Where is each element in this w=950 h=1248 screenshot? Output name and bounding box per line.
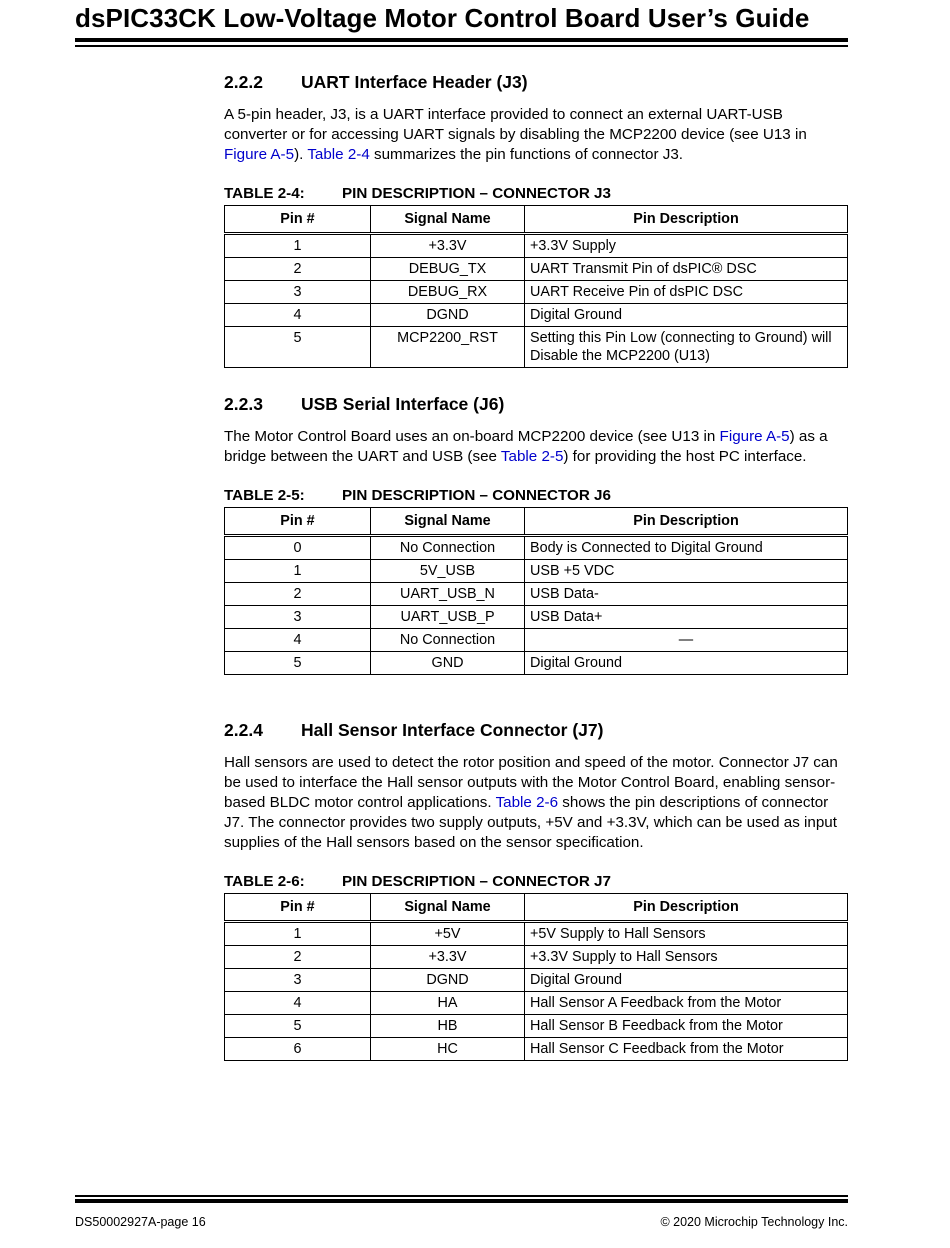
signal-cell: DEBUG_RX xyxy=(371,281,525,304)
section-title: USB Serial Interface (J6) xyxy=(301,394,505,414)
column-header: Pin Description xyxy=(525,894,848,922)
pin-cell: 6 xyxy=(225,1038,371,1061)
column-header: Pin Description xyxy=(525,508,848,536)
table-row xyxy=(225,304,848,327)
footer-doc-id: DS50002927A-page 16 xyxy=(75,1215,206,1229)
table-row xyxy=(225,1015,848,1038)
section-title: Hall Sensor Interface Connector (J7) xyxy=(301,720,604,740)
signal-cell: No Connection xyxy=(371,629,525,652)
table-row xyxy=(225,258,848,281)
pin-cell: 3 xyxy=(225,606,371,629)
table-caption xyxy=(224,873,848,890)
section-2-2-2 xyxy=(224,72,848,368)
description-cell: Digital Ground xyxy=(525,652,848,675)
description-cell: Hall Sensor A Feedback from the Motor xyxy=(525,992,848,1015)
signal-cell: 5V_USB xyxy=(371,560,525,583)
pin-cell: 5 xyxy=(225,327,371,368)
para-text: The Motor Control Board uses an on-board MCP2200 device (see U13 in xyxy=(224,428,720,445)
description-cell: Digital Ground xyxy=(525,304,848,327)
pin-cell: 3 xyxy=(225,281,371,304)
pin-cell: 0 xyxy=(225,536,371,560)
table-row xyxy=(225,560,848,583)
table-2-5-link[interactable]: Table 2-5 xyxy=(500,448,564,465)
signal-cell: MCP2200_RST xyxy=(371,327,525,368)
description-cell: Setting this Pin Low (connecting to Ground) will Disable the MCP2200 (U13) xyxy=(525,327,848,368)
table-caption-text: PIN DESCRIPTION – CONNECTOR J7 xyxy=(342,873,611,890)
signal-cell: UART_USB_N xyxy=(371,583,525,606)
section-heading xyxy=(224,720,848,741)
section-heading xyxy=(224,394,848,415)
para-text: Hall sensors are used to detect the rotor position and speed of the motor. Connector J7 can be used to interface the Hall sensor outputs with the Motor Control Board, enabling sensor-based BLDC motor control applications. xyxy=(224,754,838,811)
column-header: Pin # xyxy=(225,206,371,234)
description-cell: Body is Connected to Digital Ground xyxy=(525,536,848,560)
signal-cell: +3.3V xyxy=(371,946,525,969)
table-2-4-link[interactable]: Table 2-4 xyxy=(307,146,370,163)
signal-cell: +3.3V xyxy=(371,234,525,258)
figure-a5-link[interactable]: Figure A-5 xyxy=(224,146,295,163)
column-header: Pin Description xyxy=(525,206,848,234)
pin-cell: 1 xyxy=(225,922,371,946)
pin-cell: 4 xyxy=(225,992,371,1015)
pin-cell: 3 xyxy=(225,969,371,992)
page-header-title: dsPIC33CK Low-Voltage Motor Control Board User’s Guide xyxy=(75,3,810,33)
table-number: TABLE 2-5: xyxy=(224,487,305,504)
table-row xyxy=(225,536,848,560)
column-header: Signal Name xyxy=(371,508,525,536)
column-header: Pin # xyxy=(225,894,371,922)
para-text: A 5-pin header, J3, is a UART interface provided to connect an external UART-USB converter or for accessing UART signals by disabling the MCP2200 device (see U13 in xyxy=(224,106,807,143)
footer-copyright: © 2020 Microchip Technology Inc. xyxy=(660,1215,848,1229)
table-row xyxy=(225,922,848,946)
table-2-6-link[interactable]: Table 2-6 xyxy=(495,794,559,811)
signal-cell: No Connection xyxy=(371,536,525,560)
column-header: Signal Name xyxy=(371,894,525,922)
description-cell: USB +5 VDC xyxy=(525,560,848,583)
footer-rule-thick xyxy=(75,1199,848,1203)
header-rule-thick xyxy=(75,38,848,42)
pin-cell: 4 xyxy=(225,629,371,652)
table-row xyxy=(225,583,848,606)
table-row xyxy=(225,946,848,969)
section-number: 2.2.3 xyxy=(224,394,263,414)
table-row xyxy=(225,629,848,652)
table-number: TABLE 2-6: xyxy=(224,873,305,890)
pin-table-j3 xyxy=(224,205,848,368)
para-text: shows the pin descriptions of connector J7. The connector provides two supply outputs, +5V and +3.3V, which can be used as input supplies of the Hall sensors based on the sensor specification. xyxy=(224,794,837,851)
para-text: ) as a bridge between the UART and USB (see xyxy=(224,428,828,465)
signal-cell: DGND xyxy=(371,969,525,992)
section-heading xyxy=(224,72,848,93)
table-row xyxy=(225,992,848,1015)
table-caption-text: PIN DESCRIPTION – CONNECTOR J3 xyxy=(342,185,611,202)
table-number: TABLE 2-4: xyxy=(224,185,305,202)
table-row xyxy=(225,281,848,304)
para-text: ). xyxy=(294,146,308,163)
section-paragraph xyxy=(224,753,848,853)
description-cell: Hall Sensor C Feedback from the Motor xyxy=(525,1038,848,1061)
description-cell: Hall Sensor B Feedback from the Motor xyxy=(525,1015,848,1038)
pin-cell: 4 xyxy=(225,304,371,327)
signal-cell: HA xyxy=(371,992,525,1015)
header-rule-thin xyxy=(75,45,848,47)
section-2-2-4 xyxy=(224,720,848,1061)
description-cell: +5V Supply to Hall Sensors xyxy=(525,922,848,946)
table-caption xyxy=(224,185,848,202)
signal-cell: HC xyxy=(371,1038,525,1061)
signal-cell: DGND xyxy=(371,304,525,327)
description-cell: +3.3V Supply to Hall Sensors xyxy=(525,946,848,969)
table-row xyxy=(225,1038,848,1061)
section-2-2-3 xyxy=(224,394,848,675)
table-row xyxy=(225,327,848,368)
table-caption xyxy=(224,487,848,504)
section-number: 2.2.4 xyxy=(224,720,263,740)
pin-cell: 1 xyxy=(225,560,371,583)
para-text: ) for providing the host PC interface. xyxy=(563,448,807,465)
description-cell: USB Data+ xyxy=(525,606,848,629)
section-paragraph xyxy=(224,427,848,467)
description-cell: UART Transmit Pin of dsPIC® DSC xyxy=(525,258,848,281)
column-header: Pin # xyxy=(225,508,371,536)
pin-cell: 5 xyxy=(225,652,371,675)
table-caption-text: PIN DESCRIPTION – CONNECTOR J6 xyxy=(342,487,611,504)
description-cell: Digital Ground xyxy=(525,969,848,992)
column-header: Signal Name xyxy=(371,206,525,234)
pin-table-j6 xyxy=(224,507,848,675)
signal-cell: DEBUG_TX xyxy=(371,258,525,281)
description-cell: USB Data- xyxy=(525,583,848,606)
signal-cell: GND xyxy=(371,652,525,675)
table-row xyxy=(225,969,848,992)
pin-cell: 5 xyxy=(225,1015,371,1038)
table-row xyxy=(225,234,848,258)
figure-a5-link[interactable]: Figure A-5 xyxy=(719,428,790,445)
description-cell: UART Receive Pin of dsPIC DSC xyxy=(525,281,848,304)
pin-table-j7 xyxy=(224,893,848,1061)
para-text: summarizes the pin functions of connector J3. xyxy=(369,146,683,163)
table-row xyxy=(225,652,848,675)
footer-rule-thin xyxy=(75,1195,848,1197)
pin-cell: 2 xyxy=(225,258,371,281)
signal-cell: UART_USB_P xyxy=(371,606,525,629)
description-cell: +3.3V Supply xyxy=(525,234,848,258)
table-row xyxy=(225,606,848,629)
signal-cell: +5V xyxy=(371,922,525,946)
pin-cell: 1 xyxy=(225,234,371,258)
section-number: 2.2.2 xyxy=(224,72,263,92)
section-title: UART Interface Header (J3) xyxy=(301,72,528,92)
signal-cell: HB xyxy=(371,1015,525,1038)
pin-cell: 2 xyxy=(225,946,371,969)
section-paragraph xyxy=(224,105,848,165)
description-cell: — xyxy=(525,629,848,652)
pin-cell: 2 xyxy=(225,583,371,606)
